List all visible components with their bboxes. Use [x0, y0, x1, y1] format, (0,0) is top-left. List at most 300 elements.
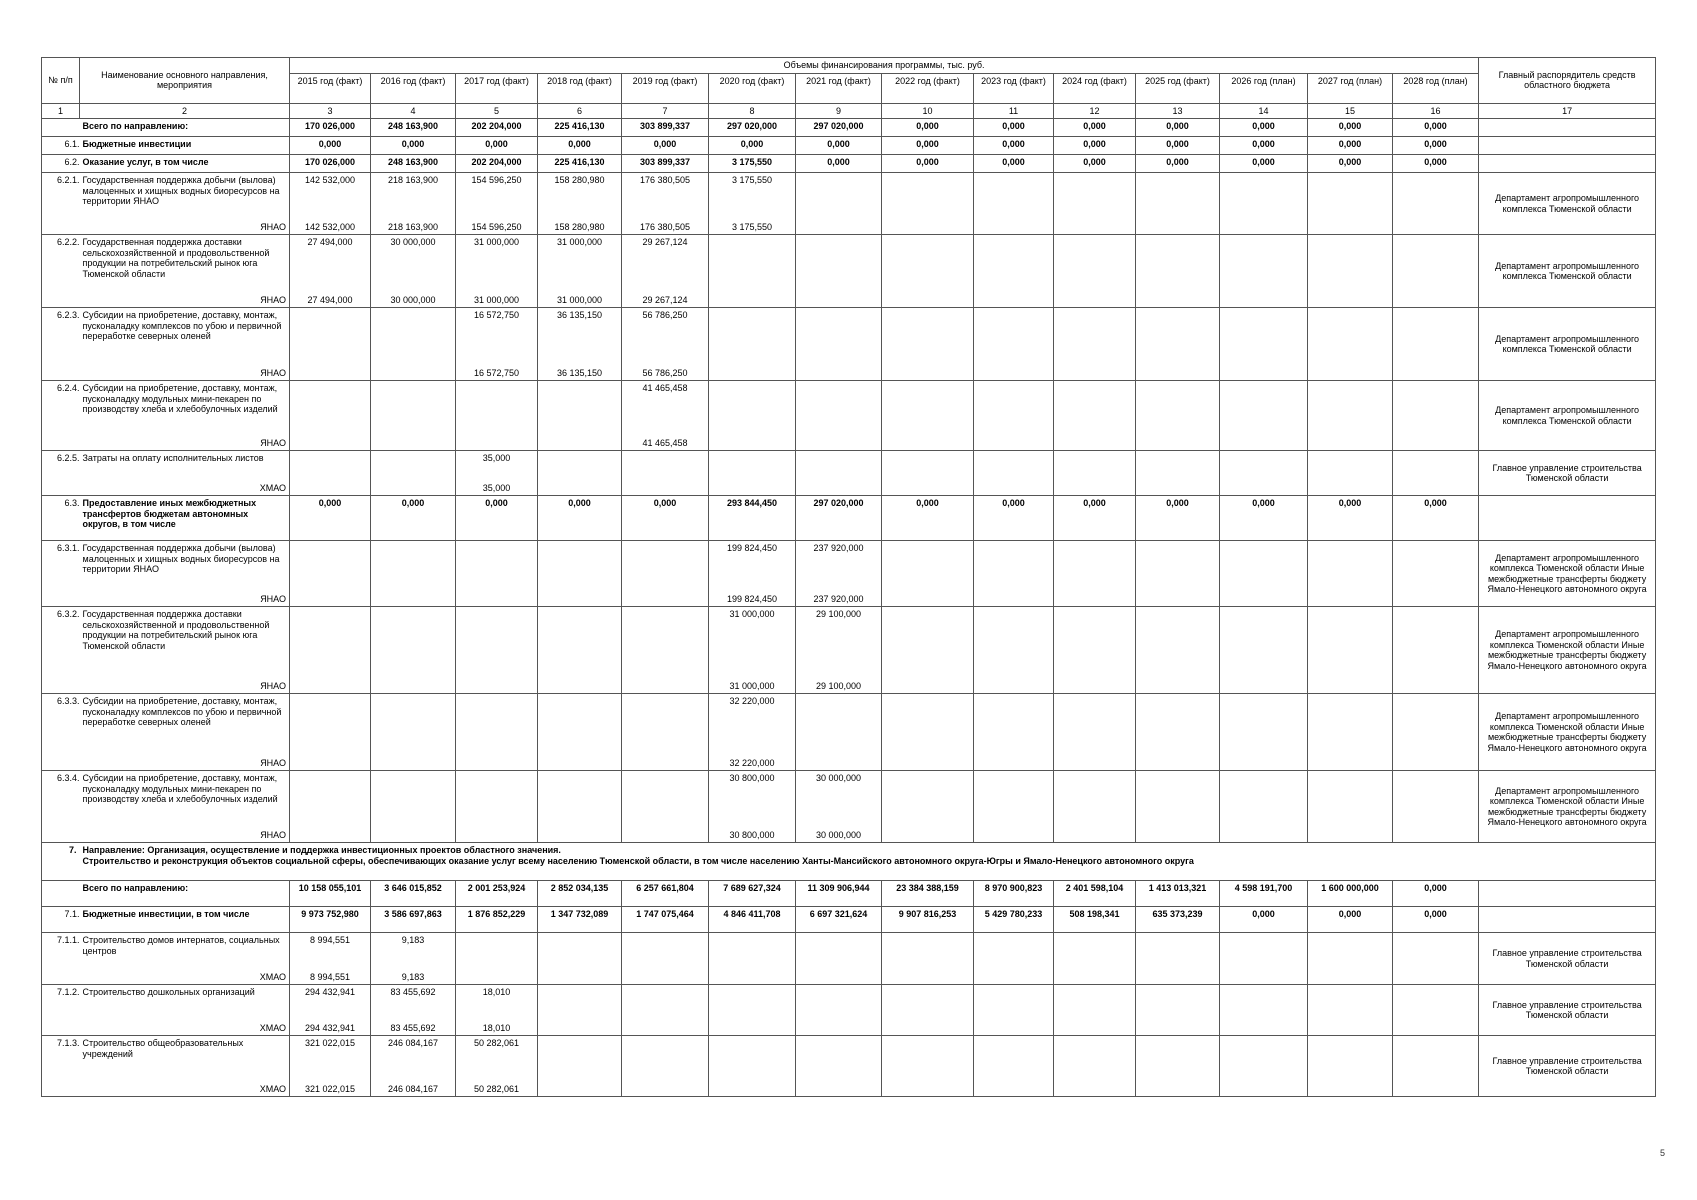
row-label	[83, 453, 287, 464]
value-region: 31 000,000	[556, 294, 603, 305]
value-cell	[1308, 451, 1393, 496]
value-cell	[1393, 881, 1479, 907]
value-top: 508 198,341	[1069, 909, 1120, 919]
value-cell	[290, 694, 371, 771]
value-cell	[371, 496, 456, 541]
distributor-cell: Департамент агропромышленного комплекса Тюменской области	[1479, 173, 1656, 235]
row-code: 6.3.	[64, 498, 80, 508]
value-top: 0,000	[1002, 157, 1025, 167]
value-cell	[1308, 308, 1393, 381]
value-top: 56 786,250	[642, 310, 688, 320]
value-top: 218 163,900	[387, 175, 439, 185]
value-cell	[1220, 881, 1308, 907]
row-number-cell	[42, 933, 80, 985]
value-cell	[1393, 235, 1479, 308]
value-top: 0,000	[1083, 498, 1106, 508]
value-cell	[290, 881, 371, 907]
header-volumes: Объемы финансирования программы, тыс. руб.	[290, 58, 1479, 74]
value-top: 41 465,458	[642, 383, 688, 393]
table-row	[42, 173, 1656, 235]
value-cell	[974, 933, 1054, 985]
value-top: 170 026,000	[304, 121, 356, 131]
value-cell	[1308, 1036, 1393, 1097]
table-row	[42, 843, 1656, 881]
value-cell	[622, 119, 709, 137]
value-cell	[1136, 541, 1220, 607]
row-name-cell	[80, 119, 290, 137]
row-label	[83, 310, 287, 342]
value-cell	[371, 985, 456, 1036]
header-year-12: 2026 год (план)	[1220, 73, 1308, 103]
value-cell	[538, 933, 622, 985]
value-cell	[456, 451, 538, 496]
row-name-cell	[80, 308, 290, 381]
value-top: 11 309 906,944	[807, 883, 870, 893]
value-cell	[456, 771, 538, 843]
row-region: ЯНАО	[260, 221, 286, 232]
row-name: Всего по направлению:	[82, 121, 189, 131]
value-top: 202 204,000	[471, 121, 522, 131]
value-top: 0,000	[401, 498, 425, 508]
row-number-cell	[42, 119, 80, 137]
row-label	[83, 696, 287, 728]
value-top: 321 022,015	[304, 1038, 356, 1048]
value-cell	[1220, 771, 1308, 843]
value-top: 30 800,000	[729, 773, 775, 783]
row-name: Государственная поддержка добычи (вылова) малоценных и хищных водных биоресурсов на территории ЯНАО	[82, 543, 280, 574]
value-cell	[1308, 541, 1393, 607]
section-title: Направление: Организация, осуществление и поддержка инвестиционных проектов областного значения.	[82, 845, 561, 855]
row-number-cell	[42, 381, 80, 451]
value-cell	[1220, 235, 1308, 308]
value-top: 23 384 388,159	[896, 883, 959, 893]
value-cell	[371, 881, 456, 907]
value-cell	[1393, 907, 1479, 933]
value-cell	[796, 607, 882, 694]
value-cell	[1136, 771, 1220, 843]
value-top: 0,000	[740, 139, 764, 149]
value-cell	[538, 173, 622, 235]
table-row	[42, 907, 1656, 933]
table-row	[42, 985, 1656, 1036]
value-top: 0,000	[1002, 121, 1025, 131]
value-cell	[1308, 137, 1393, 155]
value-cell	[456, 119, 538, 137]
value-cell	[1220, 607, 1308, 694]
value-cell	[290, 155, 371, 173]
value-cell	[1054, 771, 1136, 843]
value-top: 0,000	[1166, 157, 1189, 167]
value-top: 2 401 598,104	[1065, 883, 1124, 893]
value-top: 35,000	[482, 453, 511, 463]
value-cell	[974, 1036, 1054, 1097]
value-top: 0,000	[1252, 498, 1275, 508]
row-label	[83, 909, 287, 920]
header-year-2: 2016 год (факт)	[371, 73, 456, 103]
value-cell	[538, 451, 622, 496]
value-cell	[796, 381, 882, 451]
value-cell	[371, 173, 456, 235]
column-number-15: 15	[1308, 103, 1393, 119]
value-cell	[882, 155, 974, 173]
column-number-5: 5	[456, 103, 538, 119]
value-cell	[371, 235, 456, 308]
value-cell	[1393, 1036, 1479, 1097]
row-number-cell	[42, 235, 80, 308]
column-number-1: 1	[42, 103, 80, 119]
header-year-1: 2015 год (факт)	[290, 73, 371, 103]
value-cell	[882, 119, 974, 137]
value-region: 294 432,941	[304, 1022, 356, 1033]
row-name: Строительство дошкольных организаций	[82, 987, 255, 997]
value-top: 0,000	[653, 139, 677, 149]
row-name: Субсидии на приобретение, доставку, монтаж, пусконаладку комплексов по убою и первичной переработке северных оленей	[82, 310, 282, 341]
value-cell	[796, 907, 882, 933]
value-cell	[538, 881, 622, 907]
value-cell	[709, 496, 796, 541]
value-top: 0,000	[916, 139, 939, 149]
value-top: 9 907 816,253	[898, 909, 957, 919]
value-cell	[371, 694, 456, 771]
row-region: ЯНАО	[260, 757, 286, 768]
value-cell	[622, 771, 709, 843]
value-cell	[709, 173, 796, 235]
column-number-11: 11	[974, 103, 1054, 119]
value-cell	[1136, 985, 1220, 1036]
value-cell	[709, 137, 796, 155]
row-label	[83, 1038, 287, 1059]
value-cell	[1220, 933, 1308, 985]
row-name: Субсидии на приобретение, доставку, монтаж, пусконаладку модульных мини-пекарен по производству хлеба и хлебобулочных изделий	[82, 773, 278, 804]
value-top: 0,000	[916, 498, 939, 508]
value-cell	[974, 496, 1054, 541]
column-number-12: 12	[1054, 103, 1136, 119]
value-cell	[796, 137, 882, 155]
value-cell	[882, 496, 974, 541]
value-cell	[796, 933, 882, 985]
value-top: 0,000	[1166, 139, 1189, 149]
value-top: 0,000	[1166, 498, 1189, 508]
value-top: 29 100,000	[815, 609, 862, 619]
value-cell	[1054, 985, 1136, 1036]
value-cell	[622, 235, 709, 308]
value-cell	[1054, 907, 1136, 933]
row-label	[83, 935, 287, 956]
value-cell	[1054, 496, 1136, 541]
value-top: 0,000	[1424, 883, 1447, 893]
value-top: 297 020,000	[813, 121, 864, 131]
value-cell	[1220, 308, 1308, 381]
row-region: ЯНАО	[260, 294, 286, 305]
header-year-13: 2027 год (план)	[1308, 73, 1393, 103]
value-cell	[796, 155, 882, 173]
value-region: 142 532,000	[304, 221, 356, 232]
value-top: 0,000	[827, 157, 850, 167]
value-top: 0,000	[1338, 498, 1362, 508]
table-body	[42, 58, 1656, 1097]
row-number-cell	[42, 173, 80, 235]
value-cell	[1220, 1036, 1308, 1097]
value-cell	[538, 1036, 622, 1097]
value-cell	[796, 451, 882, 496]
value-cell	[1308, 985, 1393, 1036]
value-cell	[709, 235, 796, 308]
row-number-cell	[42, 1036, 80, 1097]
value-top: 0,000	[1252, 157, 1275, 167]
value-cell	[456, 235, 538, 308]
value-top: 2 001 253,924	[467, 883, 526, 893]
distributor-cell	[1479, 155, 1656, 173]
value-cell	[1220, 907, 1308, 933]
value-region: 9,183	[401, 971, 425, 982]
value-top: 9,183	[401, 935, 425, 945]
row-code: 6.3.1.	[56, 543, 80, 553]
value-cell	[290, 607, 371, 694]
value-cell	[1054, 137, 1136, 155]
value-cell	[290, 137, 371, 155]
table-row	[42, 155, 1656, 173]
table-row	[42, 607, 1656, 694]
header-year-6: 2020 год (факт)	[709, 73, 796, 103]
value-top: 6 697 321,624	[809, 909, 868, 919]
value-cell	[538, 155, 622, 173]
value-top: 142 532,000	[304, 175, 356, 185]
value-cell	[1054, 1036, 1136, 1097]
distributor-cell: Главное управление строительства Тюменской области	[1479, 933, 1656, 985]
value-top: 293 844,450	[726, 498, 778, 508]
value-cell	[1054, 451, 1136, 496]
distributor-cell: Главное управление строительства Тюменской области	[1479, 985, 1656, 1036]
header-year-10: 2024 год (факт)	[1054, 73, 1136, 103]
value-cell	[1136, 496, 1220, 541]
value-cell	[622, 496, 709, 541]
row-label	[83, 773, 287, 805]
value-cell	[1136, 694, 1220, 771]
row-region: ЯНАО	[260, 367, 286, 378]
value-region: 237 920,000	[813, 593, 864, 604]
value-region: 246 084,167	[387, 1083, 439, 1094]
column-number-16: 16	[1393, 103, 1479, 119]
value-top: 303 899,337	[639, 121, 691, 131]
row-code: 6.2.2.	[56, 237, 80, 247]
value-cell	[1393, 137, 1479, 155]
row-code: 7.1.3.	[56, 1038, 80, 1048]
table-row	[42, 308, 1656, 381]
value-cell	[456, 541, 538, 607]
value-cell	[290, 1036, 371, 1097]
header-year-8: 2022 год (факт)	[882, 73, 974, 103]
value-top: 246 084,167	[387, 1038, 439, 1048]
value-cell	[796, 173, 882, 235]
row-name-cell	[80, 173, 290, 235]
value-cell	[371, 933, 456, 985]
column-number-9: 9	[796, 103, 882, 119]
column-number-17: 17	[1479, 103, 1656, 119]
value-cell	[709, 308, 796, 381]
table-row	[42, 933, 1656, 985]
row-region: ЯНАО	[260, 680, 286, 691]
value-top: 7 689 627,324	[723, 883, 781, 893]
value-cell	[1054, 933, 1136, 985]
value-top: 6 257 661,804	[636, 883, 694, 893]
header-name: Наименование основного направления, мероприятия	[80, 58, 290, 104]
table-row	[42, 381, 1656, 451]
value-cell	[796, 235, 882, 308]
value-cell	[1308, 694, 1393, 771]
row-number-cell	[42, 607, 80, 694]
header-row-numbers	[42, 103, 1656, 119]
value-cell	[290, 541, 371, 607]
value-cell	[538, 541, 622, 607]
column-number-4: 4	[371, 103, 456, 119]
value-cell	[456, 694, 538, 771]
row-number-cell	[42, 907, 80, 933]
row-label	[83, 498, 287, 530]
value-region: 32 220,000	[729, 757, 775, 768]
value-cell	[1220, 155, 1308, 173]
distributor-cell: Главное управление строительства Тюменской области	[1479, 1036, 1656, 1097]
header-year-14: 2028 год (план)	[1393, 73, 1479, 103]
row-name-cell	[80, 451, 290, 496]
value-cell	[371, 541, 456, 607]
value-region: 56 786,250	[642, 367, 688, 378]
header-no: № п/п	[42, 58, 80, 104]
distributor-cell	[1479, 137, 1656, 155]
value-cell	[709, 1036, 796, 1097]
value-cell	[1308, 381, 1393, 451]
value-cell	[622, 137, 709, 155]
value-cell	[1308, 771, 1393, 843]
value-cell	[1054, 607, 1136, 694]
row-number-cell	[42, 496, 80, 541]
value-region: 199 824,450	[726, 593, 778, 604]
value-cell	[709, 985, 796, 1036]
value-top: 3 175,550	[731, 157, 773, 167]
table-row	[42, 496, 1656, 541]
table-row	[42, 235, 1656, 308]
value-top: 27 494,000	[307, 237, 353, 247]
row-code: 7.1.2.	[56, 987, 80, 997]
value-cell	[622, 541, 709, 607]
value-top: 0,000	[1338, 157, 1362, 167]
value-cell	[1220, 985, 1308, 1036]
row-code: 6.2.1.	[56, 175, 80, 185]
value-cell	[622, 985, 709, 1036]
row-region: ЯНАО	[260, 593, 286, 604]
value-top: 0,000	[1252, 909, 1275, 919]
row-name-cell	[80, 496, 290, 541]
row-name-cell	[80, 907, 290, 933]
value-cell	[709, 694, 796, 771]
value-cell	[1308, 881, 1393, 907]
row-code: 7.1.1.	[56, 935, 80, 945]
value-region: 30 000,000	[390, 294, 436, 305]
distributor-cell	[1479, 496, 1656, 541]
value-cell	[1393, 308, 1479, 381]
value-top: 225 416,130	[554, 157, 605, 167]
value-cell	[1054, 381, 1136, 451]
value-top: 1 347 732,089	[550, 909, 609, 919]
header-year-5: 2019 год (факт)	[622, 73, 709, 103]
value-cell	[622, 451, 709, 496]
value-region: 218 163,900	[387, 221, 439, 232]
distributor-cell: Департамент агропромышленного комплекса Тюменской области Иные межбюджетные трансферты бюджету Ямало-Ненецкого автономного округа	[1479, 771, 1656, 843]
value-cell	[1054, 119, 1136, 137]
value-top: 0,000	[1083, 139, 1106, 149]
value-cell	[796, 771, 882, 843]
value-top: 10 158 055,101	[298, 883, 362, 893]
value-cell	[1308, 155, 1393, 173]
value-cell	[538, 119, 622, 137]
value-cell	[622, 907, 709, 933]
value-cell	[1308, 933, 1393, 985]
value-cell	[1393, 541, 1479, 607]
value-cell	[882, 451, 974, 496]
value-cell	[974, 985, 1054, 1036]
value-region: 158 280,980	[554, 221, 605, 232]
value-region: 35,000	[482, 482, 511, 493]
table-row	[42, 771, 1656, 843]
value-cell	[1393, 155, 1479, 173]
value-top: 0,000	[1424, 498, 1447, 508]
value-cell	[371, 1036, 456, 1097]
value-cell	[709, 119, 796, 137]
value-top: 8 970 900,823	[984, 883, 1043, 893]
value-cell	[1136, 155, 1220, 173]
value-cell	[882, 694, 974, 771]
value-top: 199 824,450	[726, 543, 778, 553]
value-top: 31 000,000	[729, 609, 775, 619]
row-label	[83, 175, 287, 207]
value-cell	[1393, 694, 1479, 771]
row-name-cell	[80, 933, 290, 985]
value-cell	[622, 155, 709, 173]
header-year-11: 2025 год (факт)	[1136, 73, 1220, 103]
value-cell	[796, 1036, 882, 1097]
row-name: Бюджетные инвестиции, в том числе	[82, 909, 250, 919]
column-number-2: 2	[80, 103, 290, 119]
value-cell	[1136, 235, 1220, 308]
value-cell	[1393, 173, 1479, 235]
value-top: 3 586 697,863	[384, 909, 442, 919]
header-year-3: 2017 год (факт)	[456, 73, 538, 103]
value-cell	[290, 907, 371, 933]
value-cell	[371, 607, 456, 694]
value-top: 0,000	[485, 498, 508, 508]
value-top: 297 020,000	[813, 498, 864, 508]
row-code: 6.2.5.	[56, 453, 80, 463]
value-cell	[796, 985, 882, 1036]
value-cell	[796, 541, 882, 607]
value-region: 30 000,000	[815, 829, 862, 840]
value-cell	[882, 1036, 974, 1097]
value-cell	[456, 137, 538, 155]
value-cell	[974, 541, 1054, 607]
value-cell	[974, 155, 1054, 173]
table-row	[42, 541, 1656, 607]
table-row	[42, 1036, 1656, 1097]
value-top: 170 026,000	[304, 157, 356, 167]
value-cell	[538, 235, 622, 308]
value-top: 3 646 015,852	[384, 883, 442, 893]
column-number-3: 3	[290, 103, 371, 119]
value-cell	[1136, 881, 1220, 907]
column-number-14: 14	[1220, 103, 1308, 119]
value-top: 0,000	[318, 498, 342, 508]
value-cell	[1136, 137, 1220, 155]
value-cell	[622, 933, 709, 985]
row-name: Предоставление иных межбюджетных трансфертов бюджетам автономных округов, в том числе	[82, 498, 257, 529]
